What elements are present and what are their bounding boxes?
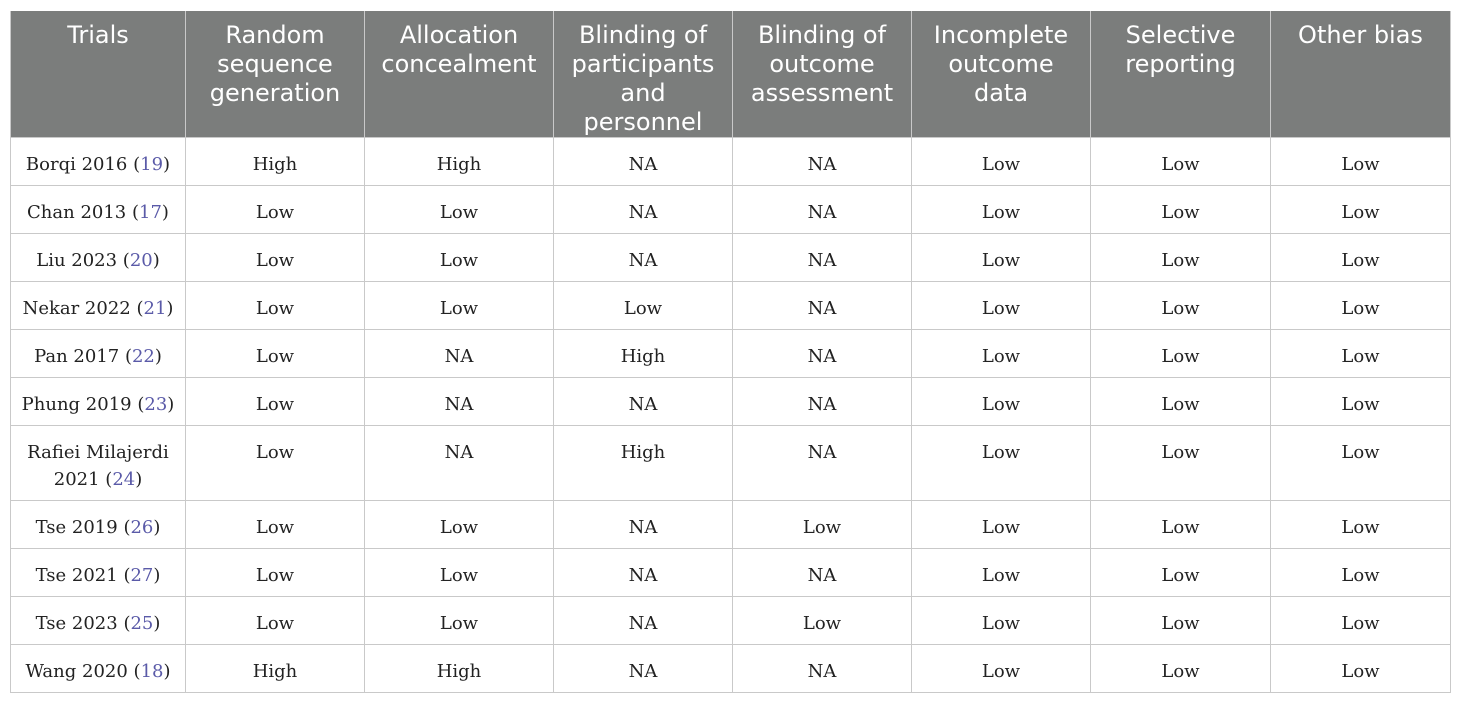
rating-cell: Low — [1091, 186, 1271, 234]
rating-cell: Low — [554, 282, 733, 330]
table-row — [11, 501, 1451, 549]
header-row — [11, 11, 1451, 138]
header-random-sequence: Random sequence generation — [186, 11, 365, 138]
rating-cell: NA — [733, 234, 912, 282]
rating-cell: Low — [186, 501, 365, 549]
rating-cell: NA — [554, 234, 733, 282]
header-incomplete-data: Incomplete outcome data — [912, 11, 1091, 138]
reference-link[interactable]: 26 — [130, 517, 154, 538]
rating-cell: Low — [1271, 138, 1451, 186]
rating-cell: NA — [554, 549, 733, 597]
rating-cell: Low — [1091, 330, 1271, 378]
rating-cell: Low — [1271, 645, 1451, 693]
rating-cell: Low — [912, 426, 1091, 501]
rating-cell: NA — [554, 186, 733, 234]
rating-cell: Low — [1091, 501, 1271, 549]
rating-cell: Low — [1271, 234, 1451, 282]
table-row — [11, 549, 1451, 597]
rating-cell: NA — [554, 645, 733, 693]
reference-link[interactable]: 18 — [140, 661, 164, 682]
rating-cell: NA — [365, 330, 554, 378]
rating-cell: High — [365, 138, 554, 186]
reference-link[interactable]: 24 — [112, 469, 136, 490]
rating-cell: Low — [912, 378, 1091, 426]
rating-cell: NA — [733, 426, 912, 501]
trial-cell: Phung 2019 (23) — [11, 378, 186, 426]
header-other-bias: Other bias — [1271, 11, 1451, 138]
rating-cell: Low — [1271, 597, 1451, 645]
rating-cell: Low — [186, 597, 365, 645]
risk-of-bias-table — [10, 11, 1451, 693]
rating-cell: Low — [1091, 426, 1271, 501]
rating-cell: High — [186, 138, 365, 186]
table-row — [11, 597, 1451, 645]
rating-cell: NA — [554, 138, 733, 186]
trial-name: Pan 2017 — [34, 346, 120, 367]
rating-cell: NA — [554, 501, 733, 549]
trial-cell: Nekar 2022 (21) — [11, 282, 186, 330]
trial-cell: Tse 2019 (26) — [11, 501, 186, 549]
rating-cell: Low — [1271, 378, 1451, 426]
trial-cell: Chan 2013 (17) — [11, 186, 186, 234]
rating-cell: Low — [912, 186, 1091, 234]
table-row — [11, 330, 1451, 378]
rating-cell: NA — [554, 378, 733, 426]
rating-cell: Low — [1091, 549, 1271, 597]
rating-cell: Low — [912, 138, 1091, 186]
reference-link[interactable]: 21 — [143, 298, 167, 319]
rating-cell: Low — [912, 549, 1091, 597]
header-blinding-participants: Blinding of participants and personnel — [554, 11, 733, 138]
rating-cell: Low — [733, 501, 912, 549]
reference-link[interactable]: 19 — [140, 154, 164, 175]
rating-cell: Low — [186, 426, 365, 501]
reference-link[interactable]: 25 — [130, 613, 154, 634]
rating-cell: Low — [1091, 138, 1271, 186]
trial-cell: Borqi 2016 (19) — [11, 138, 186, 186]
rating-cell: NA — [733, 378, 912, 426]
rating-cell: Low — [912, 282, 1091, 330]
rating-cell: Low — [912, 501, 1091, 549]
rating-cell: NA — [365, 426, 554, 501]
rating-cell: NA — [554, 597, 733, 645]
rating-cell: Low — [186, 330, 365, 378]
reference-link[interactable]: 27 — [130, 565, 154, 586]
rating-cell: Low — [1271, 426, 1451, 501]
reference-link[interactable]: 17 — [139, 202, 162, 223]
table-row — [11, 186, 1451, 234]
trial-name: Chan 2013 — [27, 202, 127, 223]
rating-cell: Low — [365, 597, 554, 645]
header-selective-reporting: Selective reporting — [1091, 11, 1271, 138]
rating-cell: Low — [186, 378, 365, 426]
rating-cell: High — [554, 330, 733, 378]
rating-cell: Low — [1091, 234, 1271, 282]
rating-cell: Low — [1271, 549, 1451, 597]
rating-cell: Low — [365, 234, 554, 282]
risk-of-bias-table-container — [10, 11, 1451, 693]
header-trials: Trials — [11, 11, 186, 138]
reference-link[interactable]: 23 — [144, 394, 168, 415]
rating-cell: Low — [733, 597, 912, 645]
rating-cell: Low — [912, 597, 1091, 645]
rating-cell: Low — [186, 282, 365, 330]
rating-cell: NA — [733, 645, 912, 693]
rating-cell: Low — [912, 645, 1091, 693]
rating-cell: Low — [912, 234, 1091, 282]
rating-cell: High — [186, 645, 365, 693]
table-row — [11, 378, 1451, 426]
rating-cell: Low — [186, 549, 365, 597]
trial-name: Borqi 2016 — [25, 154, 128, 175]
rating-cell: Low — [1091, 597, 1271, 645]
rating-cell: Low — [1271, 186, 1451, 234]
trial-name: Tse 2023 — [35, 613, 118, 634]
header-allocation: Allocation concealment — [365, 11, 554, 138]
trial-name: Tse 2019 — [35, 517, 118, 538]
rating-cell: NA — [733, 138, 912, 186]
trial-cell: Rafiei Milajerdi 2021 (24) — [11, 426, 186, 501]
trial-cell: Wang 2020 (18) — [11, 645, 186, 693]
rating-cell: Low — [1271, 330, 1451, 378]
rating-cell: NA — [733, 549, 912, 597]
rating-cell: Low — [1271, 501, 1451, 549]
table-row — [11, 282, 1451, 330]
table-row — [11, 426, 1451, 501]
table-row — [11, 234, 1451, 282]
rating-cell: Low — [186, 186, 365, 234]
rating-cell: Low — [1091, 378, 1271, 426]
rating-cell: Low — [186, 234, 365, 282]
rating-cell: Low — [365, 501, 554, 549]
rating-cell: NA — [733, 186, 912, 234]
rating-cell: Low — [912, 330, 1091, 378]
rating-cell: NA — [733, 330, 912, 378]
rating-cell: Low — [1091, 282, 1271, 330]
reference-link[interactable]: 22 — [131, 346, 155, 367]
trial-name: Liu 2023 — [36, 250, 118, 271]
rating-cell: High — [365, 645, 554, 693]
table-row — [11, 138, 1451, 186]
trial-cell: Pan 2017 (22) — [11, 330, 186, 378]
rating-cell: High — [554, 426, 733, 501]
trial-name: Nekar 2022 — [22, 298, 131, 319]
trial-cell: Liu 2023 (20) — [11, 234, 186, 282]
trial-name: Rafiei Milajerdi 2021 — [27, 442, 169, 490]
rating-cell: NA — [733, 282, 912, 330]
table-row — [11, 645, 1451, 693]
rating-cell: Low — [365, 549, 554, 597]
rating-cell: Low — [1091, 645, 1271, 693]
table-body — [11, 138, 1451, 693]
reference-link[interactable]: 20 — [129, 250, 153, 271]
rating-cell: Low — [365, 282, 554, 330]
rating-cell: Low — [365, 186, 554, 234]
rating-cell: NA — [365, 378, 554, 426]
rating-cell: Low — [1271, 282, 1451, 330]
trial-cell: Tse 2023 (25) — [11, 597, 186, 645]
trial-cell: Tse 2021 (27) — [11, 549, 186, 597]
trial-name: Tse 2021 — [35, 565, 118, 586]
trial-name: Wang 2020 — [25, 661, 128, 682]
trial-name: Phung 2019 — [21, 394, 132, 415]
header-blinding-outcome: Blinding of outcome assessment — [733, 11, 912, 138]
